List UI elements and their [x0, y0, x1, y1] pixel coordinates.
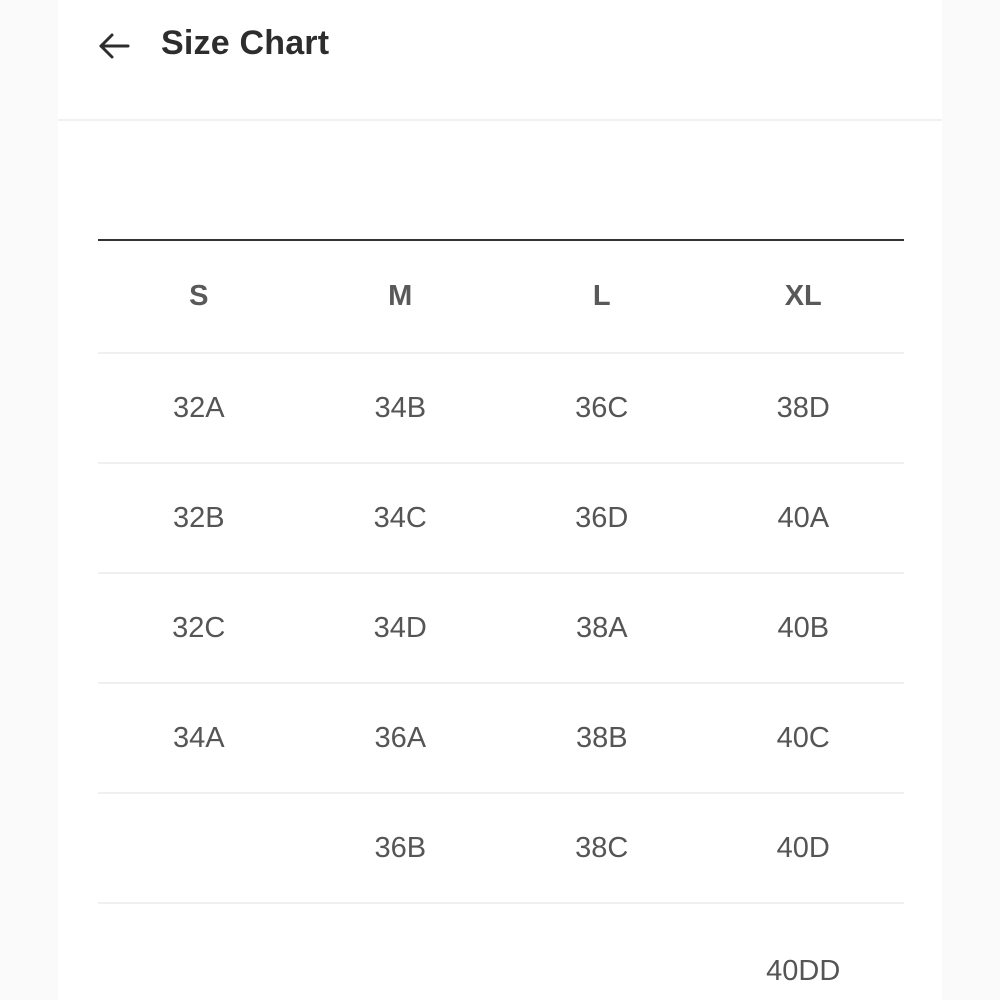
table-cell: 38B	[575, 721, 628, 754]
table-cell: 34A	[172, 721, 225, 754]
table-cell: 36D	[575, 501, 629, 534]
table-cell	[98, 904, 300, 1000]
table-cell	[300, 904, 502, 1000]
size-chart-panel	[58, 0, 942, 1000]
table-cell	[501, 904, 703, 1000]
table-cell: 32B	[172, 501, 225, 534]
column-header: L	[592, 280, 611, 312]
back-button[interactable]	[94, 26, 134, 66]
table-cell: 40A	[777, 501, 830, 534]
table-cell: 34B	[374, 391, 427, 424]
page-title: Size Chart	[161, 24, 330, 62]
table-row	[98, 574, 904, 684]
table-row	[98, 794, 904, 904]
size-chart-table	[98, 239, 904, 1000]
table-cell: 40B	[777, 611, 830, 644]
table-cell: 40DD	[766, 955, 841, 987]
table-cell: 32A	[172, 391, 225, 424]
table-cell: 36B	[374, 831, 427, 864]
table-cell: 38D	[776, 391, 830, 424]
column-header: XL	[784, 280, 822, 312]
table-cell: 34C	[373, 501, 427, 534]
table-cell: 36A	[374, 721, 427, 754]
table-cell: 32C	[172, 611, 226, 644]
column-header: S	[189, 280, 209, 312]
table-header-row	[98, 241, 904, 354]
table-row	[98, 684, 904, 794]
table-row	[98, 464, 904, 574]
table-cell: 36C	[575, 391, 629, 424]
table-cell: 38C	[575, 831, 629, 864]
table-cell: 40D	[776, 831, 830, 864]
top-bar	[58, 0, 942, 121]
table-row	[98, 904, 904, 1000]
table-cell	[98, 794, 300, 902]
table-row	[98, 354, 904, 464]
table-cell: 40C	[776, 721, 830, 754]
table-cell: 38A	[575, 611, 628, 644]
table-cell: 34D	[373, 611, 427, 644]
arrow-left-icon	[97, 32, 131, 60]
column-header: M	[388, 280, 413, 312]
